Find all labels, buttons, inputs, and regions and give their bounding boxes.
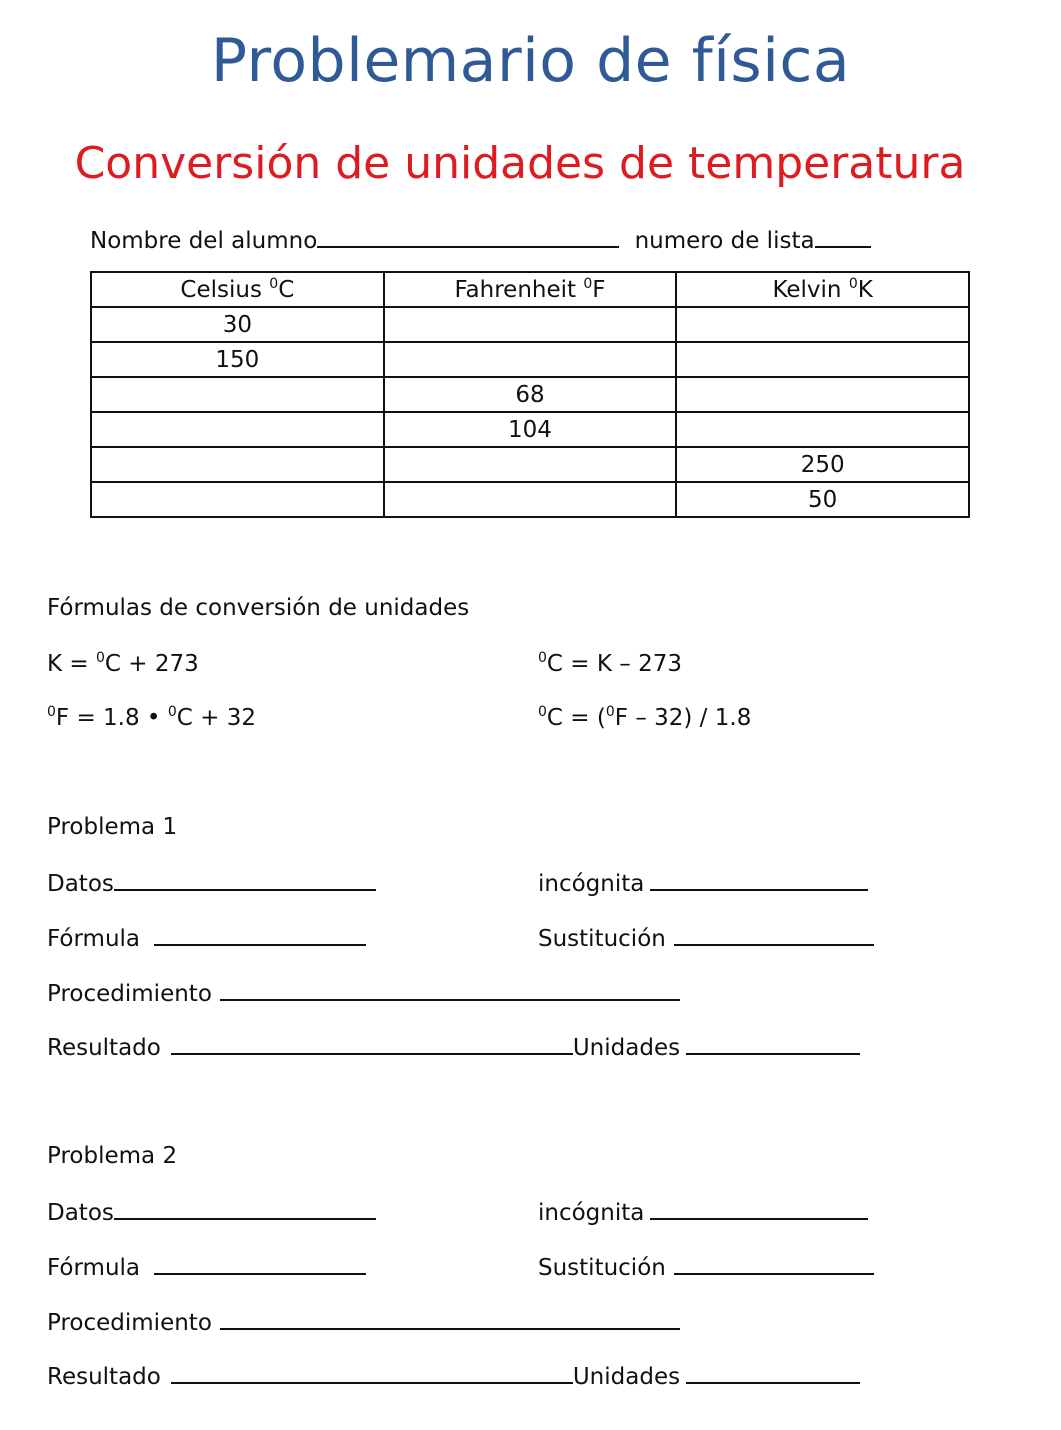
table-header-row [91, 272, 969, 307]
table-cell[interactable]: 104 [384, 412, 677, 447]
problem-2-incognita: incógnita [538, 1198, 868, 1226]
sustitucion-field[interactable] [674, 1253, 874, 1275]
header-celsius: Celsius $^0$C [91, 272, 384, 307]
list-number-label: numero de lista [634, 228, 815, 254]
page-subtitle: Conversión de unidades de temperatura [74, 138, 966, 189]
problem-1-title: Problema 1 [47, 814, 178, 840]
problem-1-formula: Fórmula [47, 924, 366, 952]
datos-field[interactable] [114, 869, 376, 891]
table-cell[interactable] [384, 342, 677, 377]
resultado-field[interactable] [171, 1033, 573, 1055]
problem-2-title: Problema 2 [47, 1143, 178, 1169]
table-row [91, 377, 969, 412]
procedimiento-field[interactable] [220, 979, 680, 1001]
table-cell[interactable]: 30 [91, 307, 384, 342]
page-title: Problemario de física [210, 26, 851, 96]
header-kelvin: Kelvin $^0$K [676, 272, 969, 307]
table-cell[interactable] [676, 342, 969, 377]
list-number-field[interactable] [815, 226, 871, 248]
table-cell[interactable]: 150 [91, 342, 384, 377]
table-cell[interactable] [91, 412, 384, 447]
table-cell[interactable]: 250 [676, 447, 969, 482]
table-row [91, 412, 969, 447]
header-fahrenheit: Fahrenheit $^0$F [384, 272, 677, 307]
sustitucion-field[interactable] [674, 924, 874, 946]
formulas-heading: Fórmulas de conversión de unidades [47, 595, 470, 621]
table-row [91, 342, 969, 377]
table-cell[interactable] [384, 482, 677, 517]
problem-1-datos: Datos [47, 869, 376, 897]
table-cell[interactable] [676, 307, 969, 342]
problem-2-sustitucion: Sustitución [538, 1253, 874, 1281]
student-name-label: Nombre del alumno [90, 228, 318, 254]
problem-1-resultado: Resultado Unidades [47, 1033, 860, 1061]
unidades-field[interactable] [686, 1033, 860, 1055]
table-cell[interactable]: 68 [384, 377, 677, 412]
table-cell[interactable] [91, 377, 384, 412]
formula-fahrenheit: $^0$F = 1.8 • $^0$C + 32 [47, 704, 256, 731]
table-cell[interactable] [91, 447, 384, 482]
table-cell[interactable] [91, 482, 384, 517]
table-cell[interactable] [384, 447, 677, 482]
problem-2-datos: Datos [47, 1198, 376, 1226]
formula-celsius-from-fahrenheit: $^0$C = ($^0$F – 32) / 1.8 [538, 704, 752, 731]
problem-1-sustitucion: Sustitución [538, 924, 874, 952]
student-name-field[interactable] [317, 226, 619, 248]
problem-2-resultado: Resultado Unidades [47, 1362, 860, 1390]
formula-kelvin: K = $^0$C + 273 [47, 650, 199, 677]
table-cell[interactable] [384, 307, 677, 342]
table-cell[interactable]: 50 [676, 482, 969, 517]
datos-field[interactable] [114, 1198, 376, 1220]
problem-2-procedimiento: Procedimiento [47, 1308, 680, 1336]
resultado-field[interactable] [171, 1362, 573, 1384]
formula-celsius-from-kelvin: $^0$C = K – 273 [538, 650, 682, 677]
table-cell[interactable] [676, 412, 969, 447]
table-row [91, 447, 969, 482]
formula-field[interactable] [154, 924, 366, 946]
formula-field[interactable] [154, 1253, 366, 1275]
unidades-field[interactable] [686, 1362, 860, 1384]
student-info-row [90, 226, 871, 254]
conversion-table [90, 271, 970, 518]
incognita-field[interactable] [650, 869, 868, 891]
problem-1-procedimiento: Procedimiento [47, 979, 680, 1007]
table-row [91, 482, 969, 517]
problem-1-incognita: incógnita [538, 869, 868, 897]
incognita-field[interactable] [650, 1198, 868, 1220]
table-cell[interactable] [676, 377, 969, 412]
procedimiento-field[interactable] [220, 1308, 680, 1330]
table-row [91, 307, 969, 342]
problem-2-formula: Fórmula [47, 1253, 366, 1281]
